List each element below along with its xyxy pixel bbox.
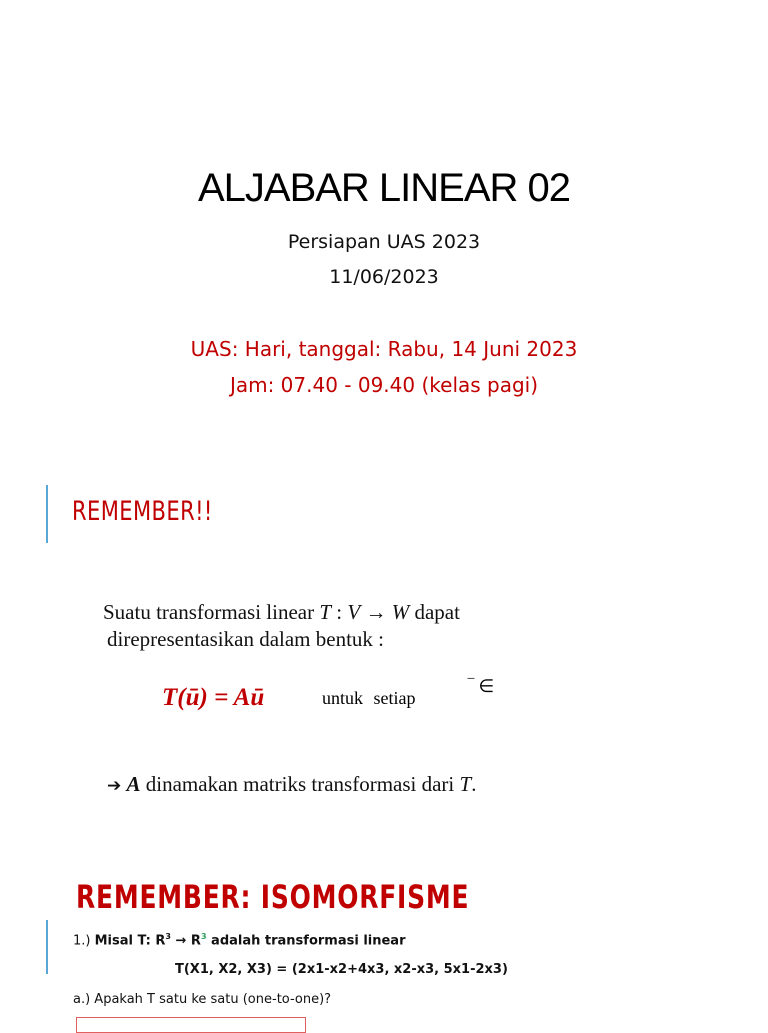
transformation-formula: T(ū) = Aū xyxy=(162,684,265,711)
conclusion-text: dinamakan matriks transformasi dari xyxy=(140,772,460,796)
question-a: a.) Apakah T satu ke satu (one-to-one)? xyxy=(73,992,332,1007)
question-text-b: adalah transformasi linear xyxy=(206,933,406,949)
page-title: ALJABAR LINEAR 02 xyxy=(197,166,571,210)
definition-text-b: dapat xyxy=(409,600,460,624)
exam-schedule-date: UAS: Hari, tanggal: Rabu, 14 Juni 2023 xyxy=(190,337,578,361)
arrow-right-icon: ➔ xyxy=(107,776,122,796)
arrow-icon: → xyxy=(360,600,392,624)
definition-text-a: Suatu transformasi linear xyxy=(103,600,320,624)
symbol-t-2: T xyxy=(459,772,472,796)
definition-line-1 xyxy=(103,600,460,625)
section-heading-isomorfisme: REMEMBER: ISOMORFISME xyxy=(76,878,470,916)
superscript-1: 3 xyxy=(165,932,171,941)
question-1 xyxy=(73,932,406,948)
symbol-w: W xyxy=(391,600,410,624)
answer-box xyxy=(76,1017,306,1033)
definition-line-2: direpresentasikan dalam bentuk : xyxy=(107,627,384,651)
section-heading-remember: REMEMBER!! xyxy=(72,496,213,527)
colon: : xyxy=(331,600,348,624)
superscript-2: 3 xyxy=(200,932,207,941)
period: . xyxy=(471,772,477,796)
section-divider-2 xyxy=(46,920,48,974)
arrow-icon-2: → R xyxy=(170,933,201,949)
date-text: 11/06/2023 xyxy=(329,266,439,288)
symbol-a: A xyxy=(126,772,141,796)
question-text-a: Misal T: R xyxy=(94,933,166,949)
conclusion-line xyxy=(107,772,476,797)
transformation-equation: T(X1, X2, X3) = (2x1-x2+4x3, x2-x3, 5x1-2x3) xyxy=(175,962,508,977)
section-divider xyxy=(46,485,48,543)
formula-suffix: untuk setiap xyxy=(322,688,416,708)
exam-schedule-time: Jam: 07.40 - 09.40 (kelas pagi) xyxy=(229,373,539,397)
subtitle: Persiapan UAS 2023 xyxy=(287,231,481,253)
symbol-v: V xyxy=(347,600,361,624)
element-of-symbol: ‾ ∈ xyxy=(468,676,495,696)
symbol-t: T xyxy=(319,600,332,624)
question-number: 1.) xyxy=(73,933,95,949)
